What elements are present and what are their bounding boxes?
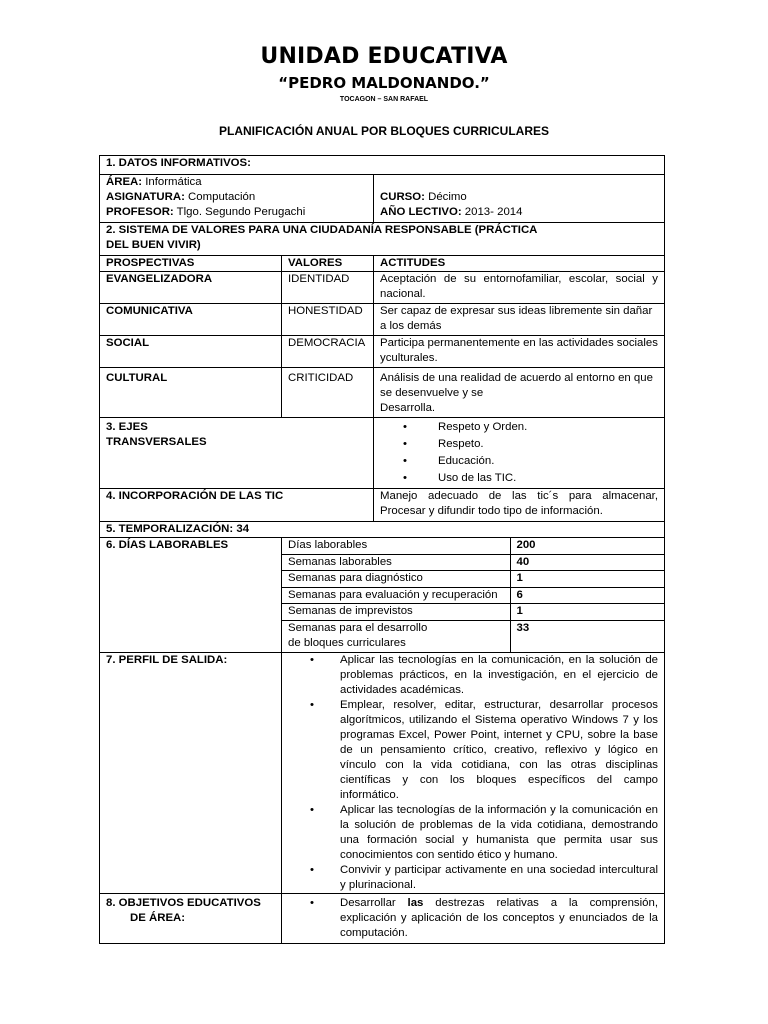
section-2-title-line1: 2. SISTEMA DE VALORES PARA UNA CIUDADANÍA RESPONSABLE (PRÁCTICA xyxy=(106,224,538,236)
list-item: • Respeto y Orden. xyxy=(403,421,528,433)
list-item-text: Emplear, resolver, editar, estructurar, desarrollar procesos algorítmicos, utilizando el Sistema operativo Windows 7 y los programas Excel, Power Point, internet y CPU, sobre la base de un pensamiento crítico, creativo, reflexivo y lógico en vínculo con la vida cotidiana, con las otras disciplinas científicas y con los bloques específicos del campo informático. xyxy=(340,698,658,801)
values-column-headers xyxy=(100,256,665,272)
school-location: TOCAGON – SAN RAFAEL xyxy=(339,96,429,103)
values-row xyxy=(100,336,665,368)
profesor-value: Tlgo. Segundo Perugachi xyxy=(173,206,306,218)
anio-line xyxy=(380,205,658,220)
days-label: Semanas de imprevistos xyxy=(282,604,510,621)
col-prospectivas: PROSPECTIVAS xyxy=(100,256,282,272)
curso-label: CURSO: xyxy=(380,191,425,203)
list-item-text: Convivir y participar activamente en una sociedad intercultural y plurinacional. xyxy=(340,863,658,891)
list-item-text: Respeto. xyxy=(438,438,484,450)
prospectiva: SOCIAL xyxy=(100,336,282,368)
days-value: 200 xyxy=(510,538,664,554)
list-item-text: Uso de las TIC. xyxy=(438,472,517,484)
area-label: ÁREA: xyxy=(106,176,143,188)
section-4-text xyxy=(374,489,665,522)
section-6-title: 6. DÍAS LABORABLES xyxy=(100,538,282,653)
days-value: 1 xyxy=(510,604,664,621)
section-5 xyxy=(100,522,665,538)
table-row xyxy=(282,620,664,652)
actitud-line1: Análisis de una realidad de acuerdo al entorno en que se desenvuelve y se xyxy=(380,372,653,399)
document-title: PLANIFICACIÓN ANUAL POR BLOQUES CURRICULARES xyxy=(218,124,549,138)
list-item: • Aplicar las tecnologías de la información y la comunicación en la solución de problemas de la vida cotidiana, demostrando una formación social y humanista que permita usar sus conocimientos con sentido ético y humano. xyxy=(310,803,658,861)
section-2-title xyxy=(100,223,665,256)
list-item: • Aplicar las tecnologías en la comunicación, en la solución de problemas prácticos, en la investigación, en el ejercicio de actividades académicas. xyxy=(310,653,658,696)
days-label: Semanas para diagnóstico xyxy=(282,571,510,588)
table-row xyxy=(282,571,664,588)
col-valores: VALORES xyxy=(282,256,374,272)
section-4 xyxy=(100,489,665,522)
anio-value: 2013- 2014 xyxy=(461,206,523,218)
values-row xyxy=(100,304,665,336)
list-item-text: Educación. xyxy=(438,455,495,467)
objectives-list xyxy=(288,896,658,941)
table-row xyxy=(282,554,664,571)
section-3 xyxy=(100,418,665,489)
section-1-title: 1. DATOS INFORMATIVOS: xyxy=(100,156,665,175)
profile-list-cell xyxy=(282,652,665,893)
section-4-text-line2: Procesar y difundir todo tipo de información. xyxy=(380,505,603,517)
list-item: • Convivir y participar activamente en una sociedad intercultural y plurinacional. xyxy=(310,863,658,891)
prospectiva: EVANGELIZADORA xyxy=(100,272,282,304)
table-row xyxy=(282,587,664,604)
days-label: Semanas para evaluación y recuperación xyxy=(282,587,510,604)
days-label-line2: de bloques curriculares xyxy=(288,637,406,649)
school-name: “PEDRO MALDONANDO.” xyxy=(278,74,490,92)
list-item-text: Aplicar las tecnologías en la comunicación, en la solución de problemas prácticos, en la investigación, en el ejercicio de actividades académicas. xyxy=(340,653,658,696)
days-label-line1: Semanas para el desarrollo xyxy=(288,621,428,634)
section-6 xyxy=(100,538,665,653)
actitud xyxy=(374,368,665,418)
section-8-title-line1: 8. OBJETIVOS EDUCATIVOS xyxy=(106,896,261,909)
ejes-list xyxy=(380,420,658,488)
curso-line xyxy=(380,190,658,205)
section-8-title xyxy=(100,893,282,943)
objective-text-bold: las xyxy=(407,896,424,909)
anio-label: AÑO LECTIVO: xyxy=(380,206,462,218)
days-label: Semanas laborables xyxy=(282,554,510,571)
objectives-cell xyxy=(282,893,665,943)
section-4-title: 4. INCORPORACIÓN DE LAS TIC xyxy=(100,489,374,522)
planning-table xyxy=(99,155,665,944)
section-3-title xyxy=(100,418,374,489)
col-actitudes: ACTITUDES xyxy=(374,256,665,272)
prospectiva: CULTURAL xyxy=(100,368,282,418)
working-days-cell xyxy=(282,538,665,653)
valor: DEMOCRACIA xyxy=(282,336,374,368)
section-1-header xyxy=(100,156,665,175)
valor: HONESTIDAD xyxy=(282,304,374,336)
list-item-text: Respeto y Orden. xyxy=(438,421,528,433)
profesor-line xyxy=(106,205,367,220)
section-2-header xyxy=(100,223,665,256)
section-7-title: 7. PERFIL DE SALIDA: xyxy=(100,652,282,893)
section-7 xyxy=(100,652,665,893)
asignatura-line xyxy=(106,190,367,205)
objective-text-post: destrezas relativas a la comprensión, explicación y aplicación de los conceptos y enunciados de la computación. xyxy=(340,896,658,939)
values-row xyxy=(100,272,665,304)
days-value: 33 xyxy=(510,620,664,652)
working-days-table xyxy=(282,538,664,652)
list-item-text: Aplicar las tecnologías de la información y la comunicación en la solución de problemas de la vida cotidiana, demostrando una formación social y humanista que permita usar sus conocimientos con sentido ético y humano. xyxy=(340,803,658,861)
section-3-title-line2: TRANSVERSALES xyxy=(106,436,207,448)
actitud: Ser capaz de expresar sus ideas libremente sin dañar a los demás xyxy=(374,304,665,336)
list-item: • Desarrollar las destrezas relativas a la comprensión, explicación y aplicación de los conceptos y enunciados de la computación. xyxy=(310,896,658,939)
list-item: • Educación. xyxy=(403,455,495,467)
days-value: 6 xyxy=(510,587,664,604)
objective-text-pre: Desarrollar xyxy=(340,896,408,909)
days-label: Días laborables xyxy=(282,538,510,554)
table-row xyxy=(282,538,664,554)
section-1-data xyxy=(100,175,665,223)
list-item: • Emplear, resolver, editar, estructurar, desarrollar procesos algorítmicos, utilizando el Sistema operativo Windows 7 y los programas Excel, Power Point, internet y CPU, sobre la base de un pensamiento crítico, creativo, reflexivo y lógico en vínculo con la vida cotidiana, con las otras disciplinas científicas y con los bloques específicos del campo informático. xyxy=(310,698,658,801)
profesor-label: PROFESOR: xyxy=(106,206,174,218)
values-row xyxy=(100,368,665,418)
curso-value: Décimo xyxy=(424,191,467,203)
area-value: Informática xyxy=(142,176,202,188)
list-item: • Respeto. xyxy=(403,438,484,450)
list-item: • Uso de las TIC. xyxy=(403,472,517,484)
days-label xyxy=(282,620,510,652)
ejes-list-cell xyxy=(374,418,665,489)
actitud: Participa permanentemente en las actividades sociales yculturales. xyxy=(374,336,665,368)
actitud: Aceptación de su entornofamiliar, escolar, social y nacional. xyxy=(374,272,665,304)
table-row xyxy=(282,604,664,621)
days-value: 40 xyxy=(510,554,664,571)
section-8 xyxy=(100,893,665,943)
days-value: 1 xyxy=(510,571,664,588)
profile-list xyxy=(288,653,658,893)
asignatura-value: Computación xyxy=(184,191,256,203)
section-4-text-line1: Manejo adecuado de las tic´s para almacenar, xyxy=(380,490,658,502)
section-2-title-line2: DEL BUEN VIVIR) xyxy=(106,239,201,251)
valor: IDENTIDAD xyxy=(282,272,374,304)
section-3-title-line1: 3. EJES xyxy=(106,421,148,433)
section-8-title-line2: DE ÁREA: xyxy=(130,911,186,924)
asignatura-label: ASIGNATURA: xyxy=(106,191,185,203)
actitud-line2: Desarrolla. xyxy=(380,402,436,414)
area-line xyxy=(106,175,367,190)
prospectiva: COMUNICATIVA xyxy=(100,304,282,336)
valor: CRITICIDAD xyxy=(282,368,374,418)
institution-title: UNIDAD EDUCATIVA xyxy=(260,44,508,69)
section-5-title: 5. TEMPORALIZACIÓN: 34 xyxy=(100,522,665,538)
